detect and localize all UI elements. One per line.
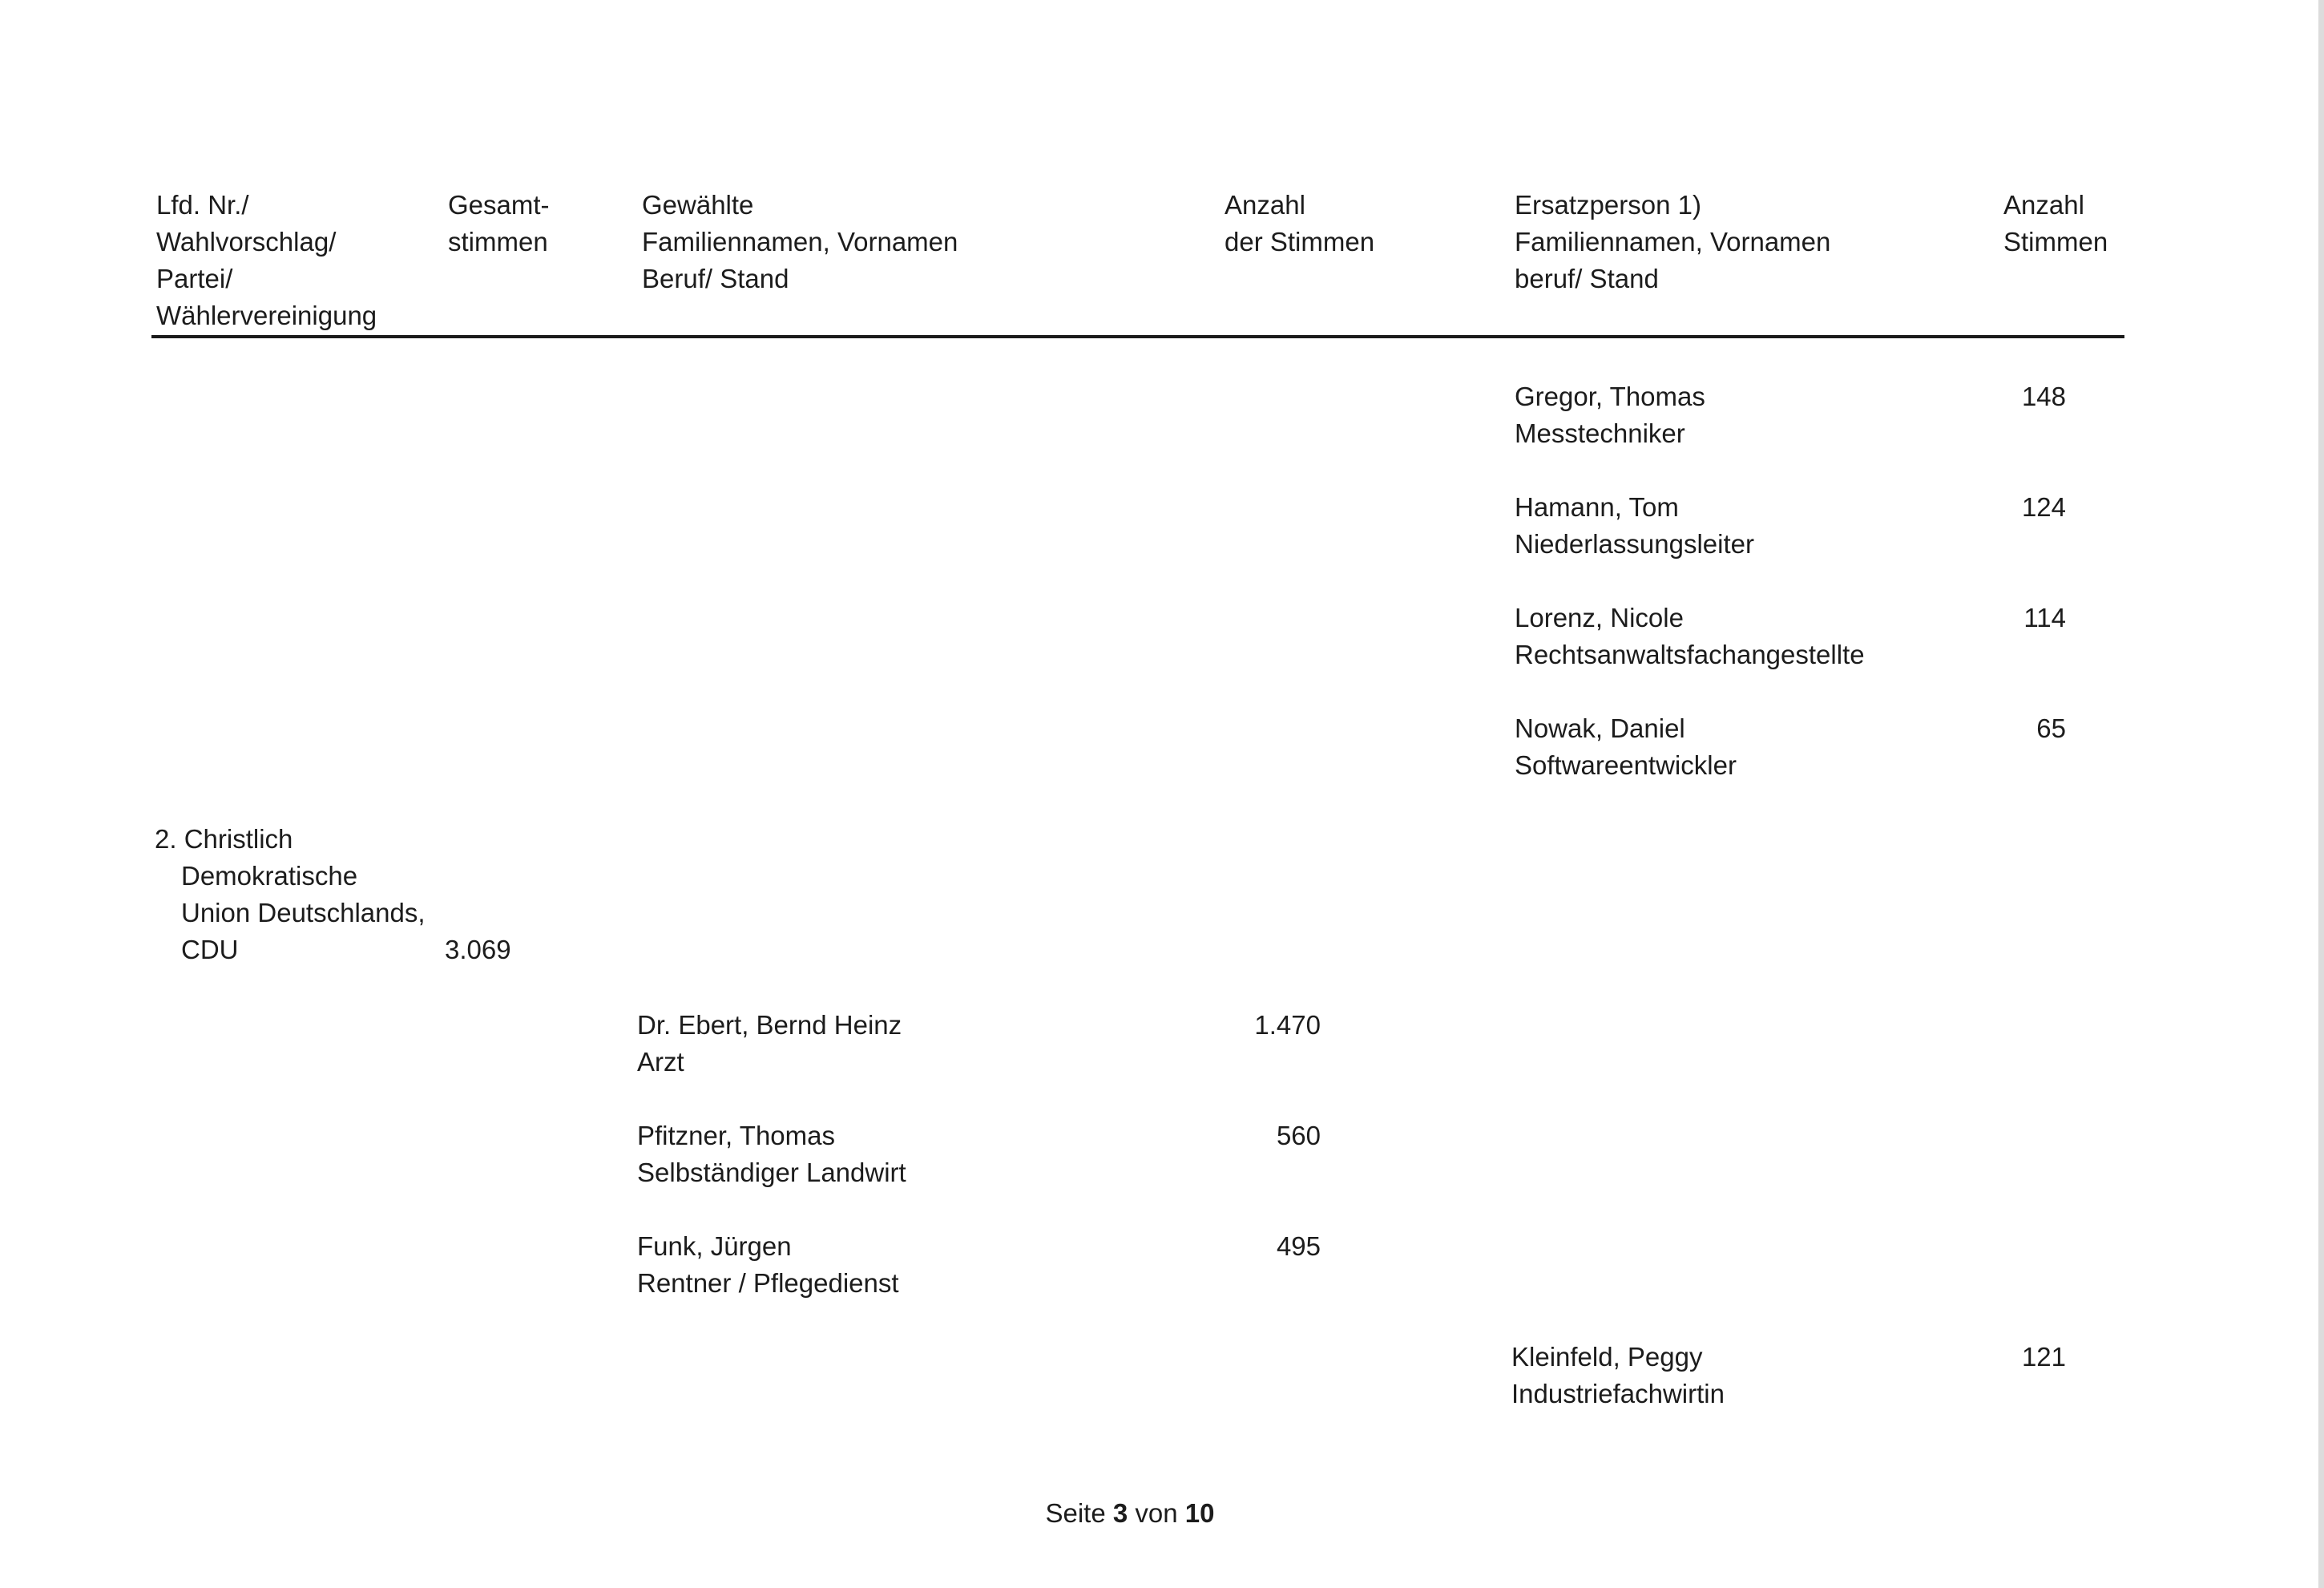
party-name-line3: Union Deutschlands, [181, 898, 426, 927]
scan-edge [2318, 0, 2324, 1588]
substitute-votes: 121 [2021, 1342, 2066, 1372]
header-col3-line1: Gewählte [642, 190, 754, 220]
elected-name: Pfitzner, Thomas [637, 1121, 836, 1150]
footer-middle: von [1128, 1498, 1185, 1528]
header-col3-line2: Familiennamen, Vornamen [642, 227, 958, 257]
substitute-name: Lorenz, Nicole [1515, 603, 1684, 632]
header-rule [151, 335, 2124, 338]
substitute-votes: 114 [2023, 603, 2066, 632]
footer-total-pages: 10 [1184, 1498, 1215, 1528]
header-col1-line1: Lfd. Nr./ [156, 190, 249, 220]
substitute-name: Nowak, Daniel [1515, 713, 1685, 743]
header-col4-line2: der Stimmen [1225, 227, 1375, 257]
header-col5-line2: Familiennamen, Vornamen [1515, 227, 1831, 257]
elected-job: Rentner / Pflegedienst [637, 1268, 899, 1298]
elected-votes: 560 [1276, 1121, 1321, 1150]
header-col6-line1: Anzahl [2003, 190, 2084, 220]
substitute-job: Niederlassungsleiter [1515, 529, 1754, 559]
party-total-votes: 3.069 [445, 935, 511, 964]
party-name-line1: 2. Christlich [155, 824, 293, 854]
substitute-job: Rechtsanwaltsfachangestellte [1515, 640, 1865, 669]
party-name-line2: Demokratische [181, 861, 358, 891]
elected-job: Selbständiger Landwirt [637, 1158, 906, 1187]
elected-name: Dr. Ebert, Bernd Heinz [637, 1010, 902, 1040]
footer-current-page: 3 [1112, 1498, 1128, 1528]
header-col2-line2: stimmen [448, 227, 548, 257]
header-col1-line4: Wählervereinigung [156, 301, 377, 330]
header-col3-line3: Beruf/ Stand [642, 264, 789, 293]
elected-votes: 1.470 [1254, 1010, 1321, 1040]
header-col4-line1: Anzahl [1225, 190, 1305, 220]
substitute-votes: 124 [2021, 492, 2066, 522]
substitute-job: Industriefachwirtin [1511, 1379, 1725, 1408]
header-col1-line2: Wahlvorschlag/ [156, 227, 337, 257]
elected-job: Arzt [637, 1047, 684, 1077]
substitute-votes: 65 [2036, 713, 2066, 743]
substitute-job: Softwareentwickler [1515, 750, 1737, 780]
header-col5-line3: beruf/ Stand [1515, 264, 1659, 293]
party-name-line4: CDU [181, 935, 239, 964]
substitute-name: Gregor, Thomas [1515, 382, 1705, 411]
header-col5-line1: Ersatzperson 1) [1515, 190, 1701, 220]
header-col1-line3: Partei/ [156, 264, 233, 293]
elected-name: Funk, Jürgen [637, 1231, 792, 1261]
page-footer [0, 1495, 2260, 1532]
substitute-job: Messtechniker [1515, 418, 1685, 448]
substitute-name: Kleinfeld, Peggy [1511, 1342, 1703, 1372]
footer-prefix: Seite [1045, 1498, 1113, 1528]
substitute-name: Hamann, Tom [1515, 492, 1679, 522]
header-col6-line2: Stimmen [2003, 227, 2108, 257]
substitute-votes: 148 [2021, 382, 2066, 411]
elected-votes: 495 [1276, 1231, 1321, 1261]
header-col2-line1: Gesamt- [448, 190, 550, 220]
